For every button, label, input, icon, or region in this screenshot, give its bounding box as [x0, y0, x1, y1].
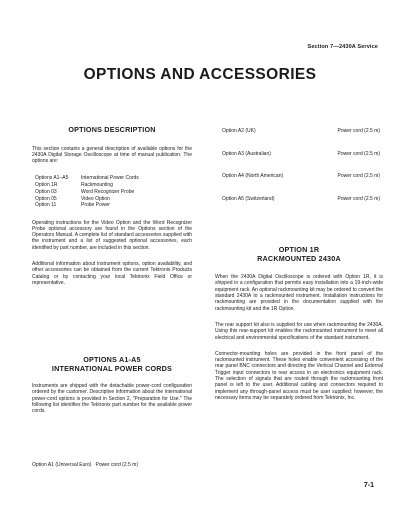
options-description-intro: This section contains a general description of available options for the 2430A Digital Storage Oscilloscope at time of manual publication. The options are:	[32, 145, 192, 165]
option-code: Option 05	[35, 195, 57, 202]
options-description-para3: Additional information about instrument options, option availability, and other accessories can be obtained from the current Tektronix Products Catalog or by contacting your local Tektronix Field Office or representative.	[32, 261, 192, 286]
power-cords-para: Instruments are shipped with the detachable power-cord configuration ordered by the customer. Descriptive information about the international power-cord options is provided in Section 2, "Preparation for Use." The following list identifies the Tektronix part number for the available power cords.	[32, 383, 192, 415]
power-cord-row-a5	[222, 196, 380, 202]
page-title: OPTIONS AND ACCESSORIES	[83, 66, 317, 83]
power-cord-row-a2	[222, 128, 380, 134]
option-name: Video Option	[81, 195, 110, 202]
power-cord-item: Power cord (2.5 m)	[95, 462, 138, 468]
section-header: Section 7—2430A Service	[307, 44, 378, 50]
option-code: Option 03	[35, 188, 57, 195]
power-cord-option: Option A5 (Switzerland)	[222, 196, 275, 202]
option-name: Probe Power	[81, 202, 110, 209]
power-cord-option: Option A1 (Universal Euro)	[32, 462, 92, 468]
option-code: Option 1R	[35, 182, 58, 189]
rackmounted-heading-line1: OPTION 1R	[278, 245, 320, 254]
power-cord-option: Option A2 (UK)	[222, 128, 256, 134]
option-name: Word Recognizer Probe	[81, 188, 135, 195]
options-description-heading: OPTIONS DESCRIPTION	[68, 125, 156, 134]
rackmounted-section	[215, 246, 383, 401]
option-code: Option 11	[35, 202, 57, 209]
power-cord-row-a1	[32, 462, 162, 468]
power-cords-section	[32, 356, 192, 415]
power-cords-heading-line2: INTERNATIONAL POWER CORDS	[51, 363, 173, 373]
rackmounted-para3: Connector-mounting holes are provided in the front panel of the rackmounted instrument. These holes enable convenient accessing of the rear panel BNC connectors and directing the Vertical Channel and External Trigger input connectors to rear access in an electronics equipment rack. The selection of signals that are routed through the rackmounting front panel is left to the user. Additional cabling and connectors required to implement any through-panel access must be user supplied; however, the necessary items may be separately ordered from Tektronix, Inc.	[215, 350, 383, 401]
power-cord-row-a4	[222, 173, 380, 179]
rackmounted-para2: The rear support kit also is supplied for use when rackmounting the 2430A. Using this rear-support kit enables the rackmounted instrument to meet all electrical and environmental specifications of the standard instrument.	[215, 321, 383, 341]
options-description-para2: Operating instructions for the Video Option and the Word Recognizer Probe optional accessory are found in the Options section of the Operators Manual. A complete list of standard accessories supplied with the instrument and a list of suggested optional accessories, each identified by part number, are included in this section.	[32, 219, 192, 251]
power-cord-option: Option A3 (Australian)	[222, 151, 271, 157]
power-cord-item: Power cord (2.5 m)	[337, 128, 380, 134]
power-cord-item: Power cord (2.5 m)	[337, 196, 380, 202]
power-cords-heading-line1: OPTIONS A1-A5	[83, 355, 141, 364]
option-name: International Power Cords	[81, 175, 139, 182]
power-cord-option: Option A4 (North American)	[222, 173, 284, 179]
options-list	[35, 175, 192, 208]
power-cord-item: Power cord (2.5 m)	[337, 173, 380, 179]
options-description-section	[32, 126, 192, 286]
rackmounted-heading-line2: RACKMOUNTED 2430A	[257, 253, 341, 263]
option-code: Options A1–A5	[35, 175, 69, 182]
option-name: Rackmounting	[81, 182, 113, 189]
page-number: 7-1	[363, 482, 374, 489]
power-cord-row-a3	[222, 151, 380, 157]
power-cord-item: Power cord (2.5 m)	[337, 151, 380, 157]
rackmounted-para1: When the 2430A Digital Oscilloscope is ordered with Option 1R, it is shipped in a configuration that permits easy installation into a 19-inch-wide equipment rack. An optional rackmounting kit may be ordered to convert the standard 2430A to a rackmounted instrument. Installation instructions for rackmounting are provided in the documentation supplied with the rackmounting kit and the 1R Option.	[215, 274, 383, 312]
